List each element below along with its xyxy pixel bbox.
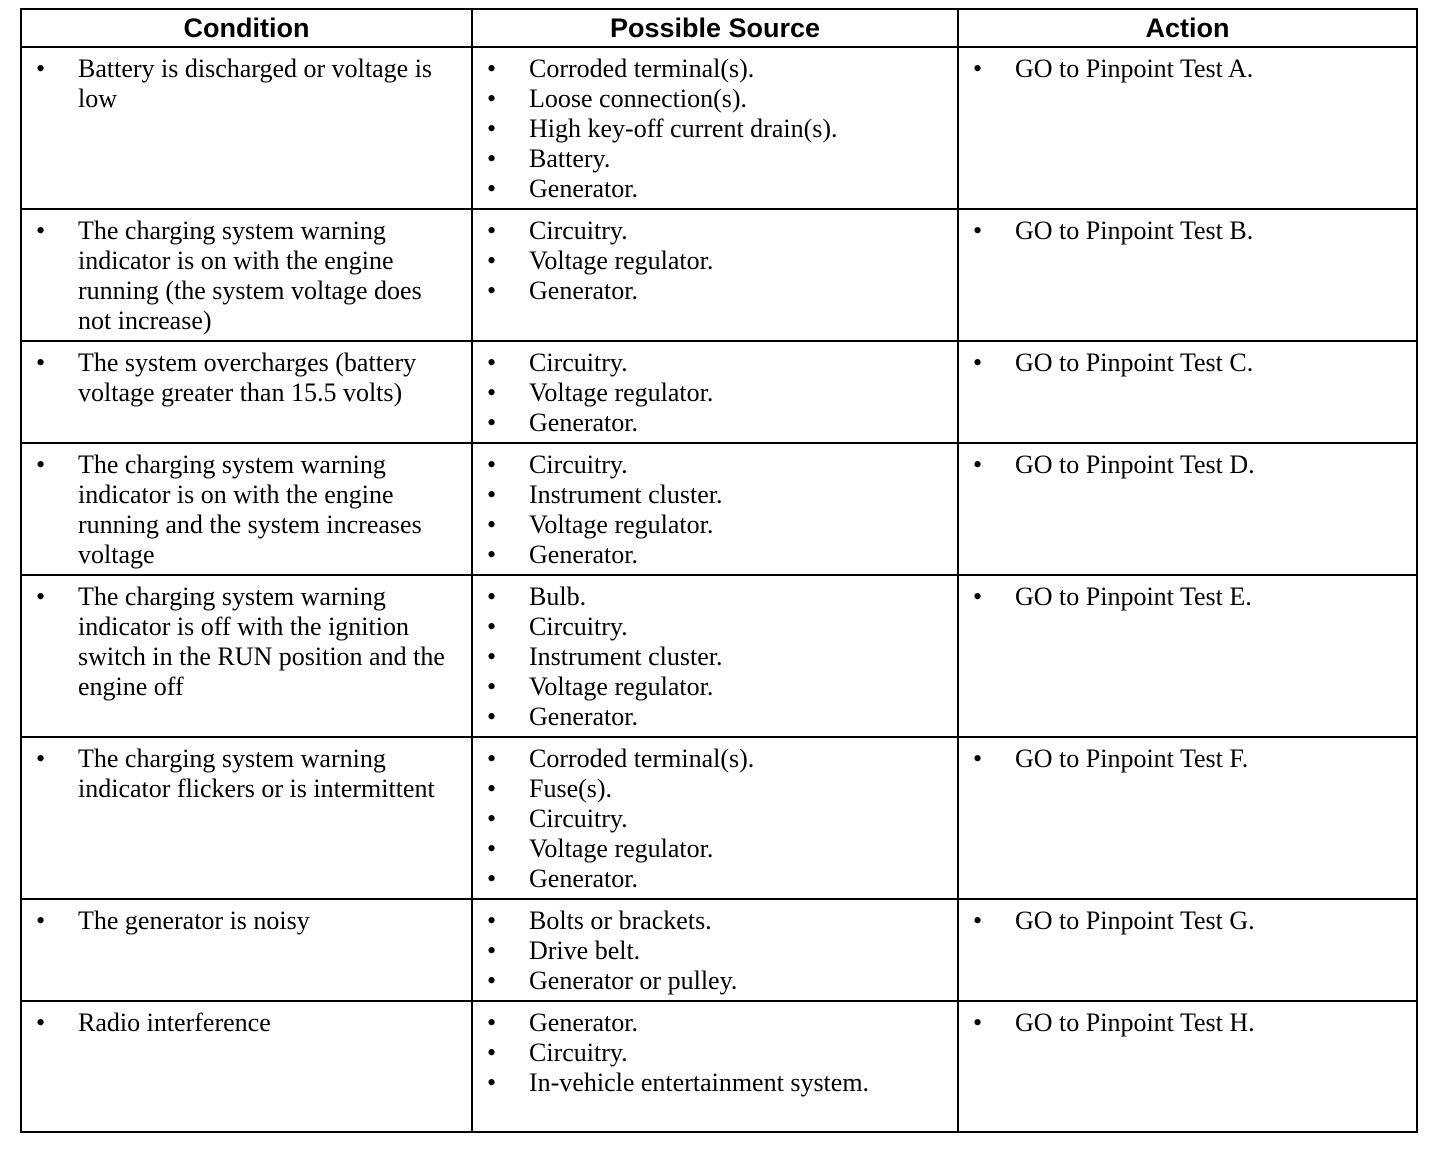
possible-source-list <box>487 582 947 732</box>
header-row <box>21 9 1417 47</box>
possible-source-item: • Generator. <box>487 702 947 732</box>
possible-source-item: • High key-off current drain(s). <box>487 114 947 144</box>
possible-source-item: • Voltage regulator. <box>487 378 947 408</box>
action-text: • GO to Pinpoint Test F. <box>973 744 1406 774</box>
possible-source-item: • Drive belt. <box>487 936 947 966</box>
possible-source-item: • Circuitry. <box>487 1038 947 1068</box>
action-text: • GO to Pinpoint Test A. <box>973 54 1406 84</box>
possible-source-list <box>487 216 947 306</box>
possible-source-item: • Voltage regulator. <box>487 246 947 276</box>
possible-source-cell <box>472 47 958 209</box>
action-list <box>973 1008 1406 1038</box>
action-cell <box>958 209 1417 341</box>
action-cell <box>958 575 1417 737</box>
possible-source-item: • Circuitry. <box>487 216 947 246</box>
header-possible-source: Possible Source <box>472 9 958 47</box>
possible-source-item: • Bolts or brackets. <box>487 906 947 936</box>
condition-cell <box>21 737 472 899</box>
possible-source-item: • Voltage regulator. <box>487 510 947 540</box>
table-row <box>21 1001 1417 1132</box>
condition-cell <box>21 209 472 341</box>
symptom-chart-table <box>20 8 1418 1133</box>
condition-cell <box>21 47 472 209</box>
condition-text: • The system overcharges (battery voltage greater than 15.5 volts) <box>36 348 461 408</box>
condition-list <box>36 216 461 336</box>
action-text: • GO to Pinpoint Test B. <box>973 216 1406 246</box>
condition-text: • The charging system warning indicator is on with the engine running (the system voltage does not increase) <box>36 216 461 336</box>
action-list <box>973 348 1406 378</box>
condition-list <box>36 1008 461 1038</box>
action-list <box>973 216 1406 246</box>
action-cell <box>958 47 1417 209</box>
possible-source-item: • Generator or pulley. <box>487 966 947 996</box>
possible-source-item: • Instrument cluster. <box>487 480 947 510</box>
action-text: • GO to Pinpoint Test G. <box>973 906 1406 936</box>
action-cell <box>958 899 1417 1001</box>
possible-source-item: • Battery. <box>487 144 947 174</box>
condition-text: • The charging system warning indicator is on with the engine running and the system increases voltage <box>36 450 461 570</box>
possible-source-list <box>487 348 947 438</box>
action-text: • GO to Pinpoint Test E. <box>973 582 1406 612</box>
possible-source-item: • Bulb. <box>487 582 947 612</box>
condition-text: • The generator is noisy <box>36 906 461 936</box>
possible-source-item: • Generator. <box>487 864 947 894</box>
possible-source-cell <box>472 443 958 575</box>
possible-source-item: • Circuitry. <box>487 450 947 480</box>
possible-source-list <box>487 54 947 204</box>
possible-source-cell <box>472 1001 958 1132</box>
condition-cell <box>21 443 472 575</box>
table-row <box>21 575 1417 737</box>
condition-list <box>36 348 461 408</box>
condition-list <box>36 450 461 570</box>
possible-source-cell <box>472 899 958 1001</box>
possible-source-item: • Generator. <box>487 276 947 306</box>
possible-source-item: • Corroded terminal(s). <box>487 744 947 774</box>
table-row <box>21 341 1417 443</box>
action-list <box>973 744 1406 774</box>
action-list <box>973 582 1406 612</box>
action-cell <box>958 341 1417 443</box>
possible-source-list <box>487 744 947 894</box>
action-list <box>973 906 1406 936</box>
possible-source-item: • Instrument cluster. <box>487 642 947 672</box>
condition-cell <box>21 1001 472 1132</box>
possible-source-item: • Loose connection(s). <box>487 84 947 114</box>
condition-cell <box>21 575 472 737</box>
possible-source-item: • Generator. <box>487 174 947 204</box>
condition-cell <box>21 899 472 1001</box>
action-text: • GO to Pinpoint Test H. <box>973 1008 1406 1038</box>
possible-source-item: • Generator. <box>487 540 947 570</box>
possible-source-cell <box>472 737 958 899</box>
table-body <box>21 47 1417 1132</box>
condition-text: • The charging system warning indicator is off with the ignition switch in the RUN position and the engine off <box>36 582 461 702</box>
table-row <box>21 209 1417 341</box>
condition-cell <box>21 341 472 443</box>
header-action: Action <box>958 9 1417 47</box>
possible-source-list <box>487 906 947 996</box>
possible-source-cell <box>472 575 958 737</box>
table-row <box>21 899 1417 1001</box>
possible-source-list <box>487 450 947 570</box>
action-cell <box>958 1001 1417 1132</box>
table-row <box>21 443 1417 575</box>
action-cell <box>958 443 1417 575</box>
possible-source-item: • Corroded terminal(s). <box>487 54 947 84</box>
condition-list <box>36 744 461 804</box>
possible-source-cell <box>472 209 958 341</box>
action-list <box>973 54 1406 84</box>
action-cell <box>958 737 1417 899</box>
possible-source-cell <box>472 341 958 443</box>
condition-list <box>36 582 461 702</box>
possible-source-item: • Circuitry. <box>487 612 947 642</box>
possible-source-item: • Generator. <box>487 1008 947 1038</box>
possible-source-item: • Voltage regulator. <box>487 834 947 864</box>
action-text: • GO to Pinpoint Test D. <box>973 450 1406 480</box>
header-condition: Condition <box>21 9 472 47</box>
possible-source-item: • Generator. <box>487 408 947 438</box>
possible-source-item: • Circuitry. <box>487 348 947 378</box>
table-row <box>21 47 1417 209</box>
action-text: • GO to Pinpoint Test C. <box>973 348 1406 378</box>
condition-list <box>36 906 461 936</box>
possible-source-item: • In-vehicle entertainment system. <box>487 1068 947 1098</box>
action-list <box>973 450 1406 480</box>
possible-source-item: • Circuitry. <box>487 804 947 834</box>
possible-source-item: • Fuse(s). <box>487 774 947 804</box>
table-row <box>21 737 1417 899</box>
possible-source-list <box>487 1008 947 1098</box>
condition-text: • Radio interference <box>36 1008 461 1038</box>
condition-text: • Battery is discharged or voltage is low <box>36 54 461 114</box>
condition-text: • The charging system warning indicator flickers or is intermittent <box>36 744 461 804</box>
condition-list <box>36 54 461 114</box>
possible-source-item: • Voltage regulator. <box>487 672 947 702</box>
